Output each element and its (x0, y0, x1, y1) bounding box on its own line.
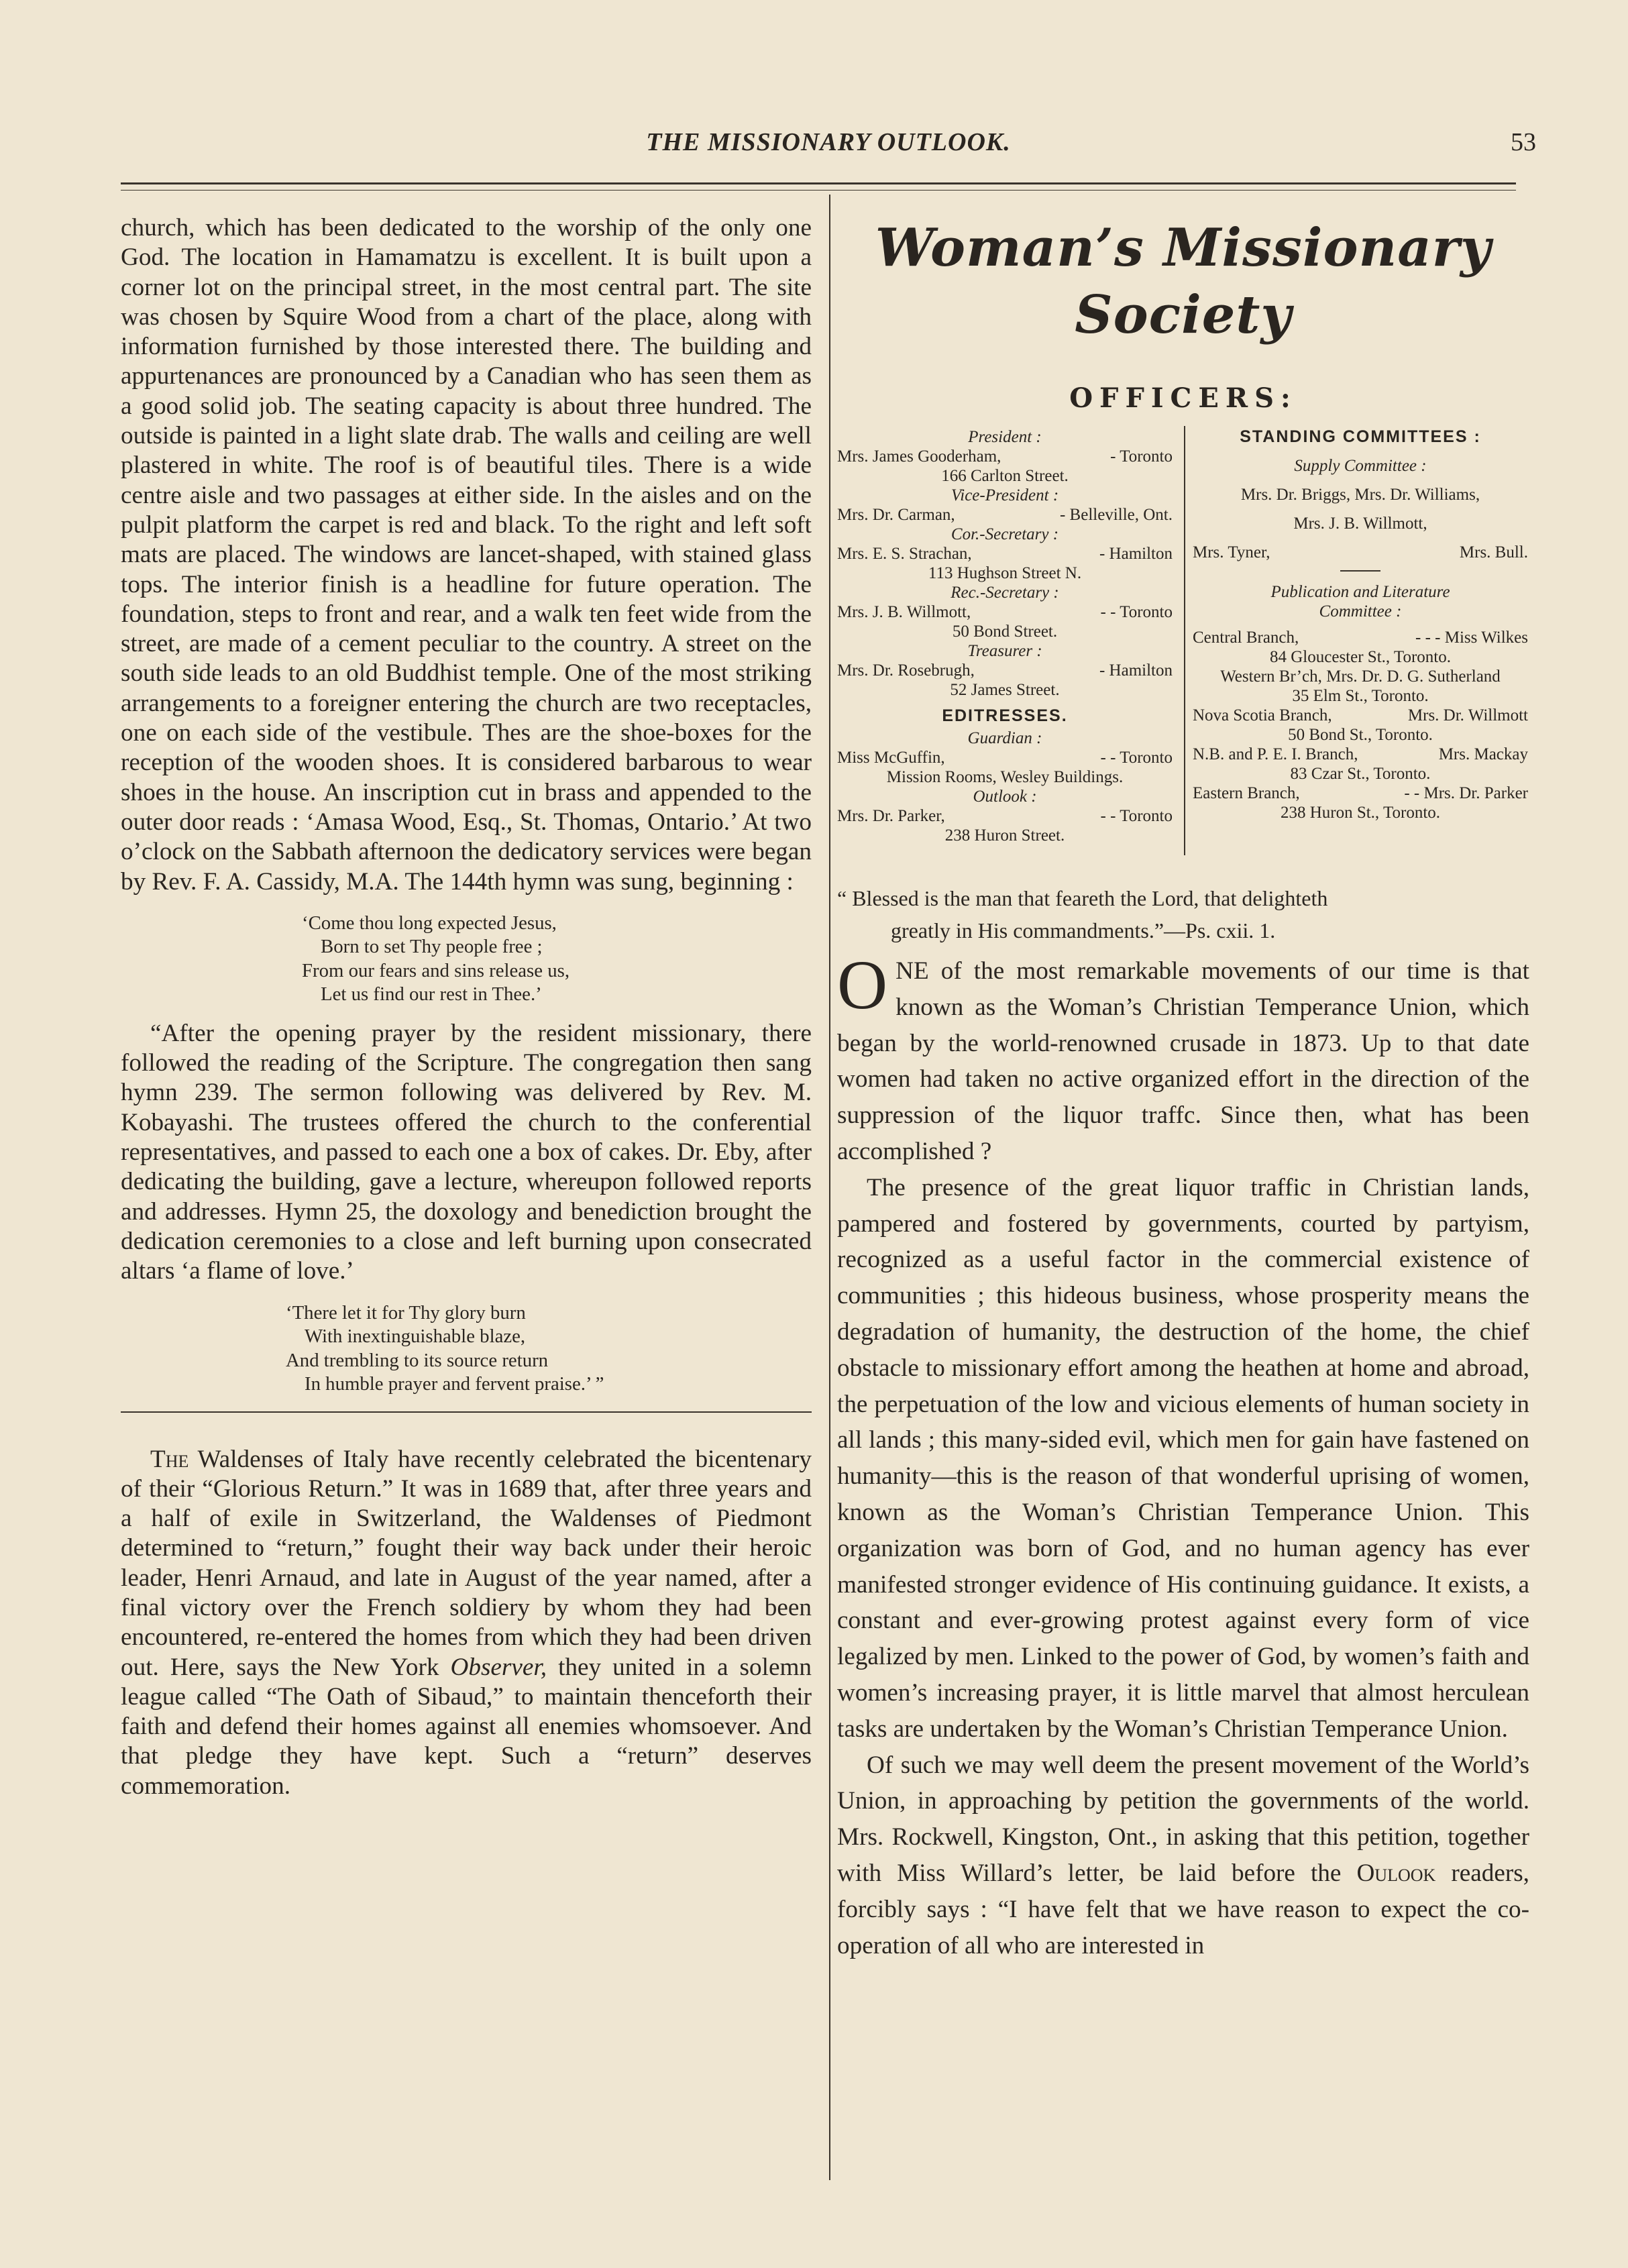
officer-name: Mrs. J. B. Willmott, (837, 603, 971, 621)
left-column (121, 213, 812, 1801)
lead-word: NE (896, 957, 929, 985)
observer-title: Observer, (450, 1653, 547, 1681)
branch-contact: Mrs. Dr. Willmott (1407, 706, 1528, 724)
article-text: readers, forcibly says : “I have felt that we have reason to expect the co-operation of all who are interested in (837, 1859, 1529, 1959)
officer-address: 238 Huron Street. (944, 826, 1065, 845)
officer-role: Cor.-Secretary : (951, 525, 1059, 543)
verse-line: From our fears and sins release us, (302, 959, 570, 981)
officer-address: 166 Carlton Street. (941, 467, 1069, 485)
page-header (121, 127, 1536, 168)
column-divider (829, 195, 830, 2180)
waldenses-text-b: they united in a solemn league called “The Oath of Sibaud,” to maintain thenceforth their faith and defend their homes against all enemies whomsoever. And that pledge they have kept. Such a “return” deserves commemoration. (121, 1653, 812, 1800)
officer-role: Vice-President : (951, 486, 1059, 504)
outlook-name: Oulook (1356, 1859, 1436, 1887)
officer-city: - Belleville, Ont. (1059, 506, 1173, 524)
article-text: Of such we may well deem the present movement of the World’s Union, in approaching by petition the governments of the world. Mrs. Rockwell, Kingston, Ont., in asking that this petition, together with Miss Willard’s letter, be laid before the (837, 1751, 1529, 1887)
scripture-quote (837, 882, 1529, 947)
officer-role: Outlook : (973, 788, 1037, 806)
officer-name: Mrs. Dr. Rosebrugh, (837, 661, 975, 680)
officer-row (837, 602, 1173, 622)
header-rule (121, 182, 1516, 184)
officer-name: Mrs. E. S. Strachan, (837, 545, 972, 563)
running-title: THE MISSIONARY OUTLOOK. (646, 128, 1011, 156)
standing-committees-heading: STANDING COMMITTEES : (1240, 427, 1481, 446)
page-number: 53 (1511, 128, 1536, 156)
officer-address: 52 James Street. (950, 681, 1060, 699)
committee-member: Mrs. Bull. (1459, 543, 1528, 561)
committee-member: Mrs. J. B. Willmott, (1293, 515, 1427, 533)
article-paragraph (837, 947, 1529, 1170)
lead-word: The (150, 1445, 189, 1473)
waldenses-paragraph (121, 1445, 812, 1802)
committee-member: Mrs. Tyner, (1193, 543, 1270, 561)
header-rule-thin (121, 190, 1516, 191)
officers-block (837, 419, 1529, 875)
church-paragraph: church, which has been dedicated to the worship of the only one God. The location in Hamamatzu is excellent. It is built upon a corner lot on the principal street, in the most central part. The site was chosen by Squire Wood from a chart of the place, along with information furnished by those interested there. The building and appurtenances are pronounced by a Canadian who has seen them as a good solid job. The seating capacity is about three hundred. The outside is painted in a light slate drab. The walls and ceiling are well plastered in white. The roof is of beautiful tiles. There is a wide centre aisle and two passages at either side. In the aisles and on the pulpit platform the carpet is red and black. To the right and left soft mats are placed. The windows are lancet-shaped, with stained glass tops. The interior finish is a headline for future operation. The foundation, steps to front and rear, and a walk ten feet wide from the street, are made of a cement peculiar to the country. A street on the south side leads to an old Buddhist temple. One of the most striking arrangements to a foreigner entering the church are two receptacles, one on each side of the vestibule. Thes are the shoe-boxes for the reception of the wooden shoes. It is considered barbarous to wear shoes in the house. An inscription cut in brass and appended to the outer door reads : ‘Amasa Wood, Esq., St. Thomas, Ontario.’ At two o’clock on the Sabbath afternoon the dedicatory services were began by Rev. F. A. Cassidy, M.A. The 144th hymn was sung, beginning : (121, 214, 812, 896)
officer-row (837, 544, 1173, 563)
officer-city: - Hamilton (1099, 661, 1173, 680)
branch-address: 35 Elm St., Toronto. (1292, 687, 1429, 705)
branch-address: 83 Czar St., Toronto. (1290, 765, 1431, 783)
officer-city: - - Toronto (1100, 749, 1173, 767)
officer-row (837, 748, 1173, 767)
quote-line: greatly in His commandments.”—Ps. cxii. 1. (891, 918, 1276, 942)
hymn-verse-2 (121, 1301, 812, 1397)
branch-row (1193, 706, 1528, 725)
branch-row (1193, 745, 1528, 764)
officer-row (837, 505, 1173, 525)
branch-contact: Mrs. Mackay (1438, 745, 1528, 763)
section-divider (121, 1411, 812, 1413)
officer-address: 113 Hughson Street N. (928, 564, 1082, 582)
verse-line: In humble prayer and fervent praise.’ ” (305, 1373, 604, 1395)
committee-row (1193, 543, 1528, 562)
waldenses-text-a: Waldenses of Italy have recently celebrated the bicentenary of their “Glorious Return.” It was in 1689 that, after three years and a half of exile in Switzerland, the Waldenses of Piedmont determined to “return,” fought their way back under their heroic leader, Henri Arnaud, and late in August of the year named, after a final victory over the French soldiery by whom they had been encountered, re-entered the homes from which they had been driven out. Here, says the New York (121, 1445, 812, 1681)
article-paragraph (837, 1747, 1529, 1964)
officer-role: President : (968, 428, 1042, 446)
article-text: of the most remarkable movements of our time is that known as the Woman’s Christian Temperance Union, which began by the world-renowned crusade in 1873. Up to that date women had taken no active organized effort in the direction of the suppression of the liquor traffc. Since then, what has been accomplished ? (837, 957, 1529, 1165)
dedication-paragraph: “After the opening prayer by the resident missionary, there followed the reading of the Scripture. The congregation then sang hymn 239. The sermon following was delivered by Rev. M. Kobayashi. The trustees offered the church to the conferential representatives, and passed to each one a box of cakes. Dr. Eby, after dedicating the building, gave a lecture, whereupon followed reports and addresses. Hymn 25, the doxology and benediction brought the dedication ceremonies to a close and left burning upon consecrated altars ‘a flame of love.’ (121, 1019, 812, 1285)
article-paragraph: The presence of the great liquor traffic in Christian lands, pampered and fostered by governments, courted by partyism, recognized as a useful factor in the commercial existence of communities ; this hideous business, whose prosperity means the degradation of humanity, the destruction of the home, the chief obstacle to missionary effort among the heathen at home and abroad, the perpetuation of the low and vicious elements of human society in all lands ; this many-sided evil, which men for gain have fastened on humanity—this is the reason of that wonderful uprising of women, known as the Woman’s Christian Temperance Union. This organization was born of God, and no human agency has ever manifested stronger evidence of His continuing guidance. It exists, a constant and ever-growing protest against every form of vice legalized by men. Linked to the power of God, by women’s faith and women’s increasing prayer, it is little marvel that almost herculean tasks are undertaken by the Woman’s Christian Temperance Union. (837, 1173, 1529, 1743)
officer-name: Miss McGuffin, (837, 749, 945, 767)
officer-name: Mrs. Dr. Parker, (837, 807, 945, 825)
hymn-verse-1 (121, 912, 812, 1007)
verse-line: With inextinguishable blaze, (305, 1326, 526, 1347)
committee-role: Supply Committee : (1294, 457, 1427, 475)
branch-address: 238 Huron St., Toronto. (1280, 804, 1441, 822)
branch-row (1193, 628, 1528, 647)
officers-list (837, 427, 1173, 845)
committee-role: Publication and Literature (1270, 583, 1450, 601)
officer-row (837, 661, 1173, 680)
drop-cap: O (837, 947, 888, 1024)
verse-line: Born to set Thy people free ; (321, 936, 543, 958)
branch-name: Nova Scotia Branch, (1193, 706, 1332, 724)
verse-line: ‘Come thou long expected Jesus, (302, 912, 557, 934)
officer-role: Guardian : (967, 729, 1042, 747)
officer-city: - - Toronto (1100, 807, 1173, 825)
verse-line: ‘There let it for Thy glory burn (286, 1301, 526, 1324)
verse-line: And trembling to its source return (286, 1349, 549, 1371)
officers-heading: OFFICERS: (1069, 382, 1297, 414)
officer-role: Treasurer : (967, 642, 1042, 660)
branch-row: Western Br’ch, Mrs. Dr. D. G. Sutherland (1220, 667, 1501, 686)
officer-name: Mrs. Dr. Carman, (837, 506, 955, 524)
branch-contact: - - Mrs. Dr. Parker (1404, 784, 1528, 802)
society-title: Woman’s Missionary Society (875, 217, 1492, 345)
branch-address: 50 Bond St., Toronto. (1288, 726, 1433, 744)
officer-city: - - Toronto (1100, 603, 1173, 621)
officer-row (837, 806, 1173, 826)
branch-name: Central Branch, (1193, 629, 1299, 647)
branch-name: Eastern Branch, (1193, 784, 1300, 802)
officer-name: Mrs. James Gooderham, (837, 447, 1001, 466)
committee-role: Committee : (1319, 602, 1402, 620)
short-rule (1340, 570, 1380, 572)
wctu-article (837, 882, 1529, 1963)
officer-row (837, 447, 1173, 466)
branch-row (1193, 784, 1528, 803)
branch-name: N.B. and P. E. I. Branch, (1193, 745, 1358, 763)
officer-address: 50 Bond Street. (952, 623, 1058, 641)
editresses-heading: EDITRESSES. (942, 706, 1068, 725)
officer-role: Rec.-Secretary : (951, 584, 1059, 602)
verse-line: Let us find our rest in Thee.’ (321, 983, 542, 1006)
committees-list (1193, 427, 1528, 822)
branch-address: 84 Gloucester St., Toronto. (1270, 648, 1451, 666)
officer-address: Mission Rooms, Wesley Buildings. (886, 768, 1124, 786)
officer-city: - Toronto (1110, 447, 1173, 466)
quote-line: “ Blessed is the man that feareth the Lord, that delighteth (837, 886, 1328, 910)
committee-member: Mrs. Dr. Briggs, Mrs. Dr. Williams, (1240, 486, 1480, 504)
officer-city: - Hamilton (1099, 545, 1173, 563)
right-column (837, 213, 1529, 1963)
officers-divider (1184, 426, 1185, 855)
branch-contact: - - - Miss Wilkes (1415, 629, 1528, 647)
